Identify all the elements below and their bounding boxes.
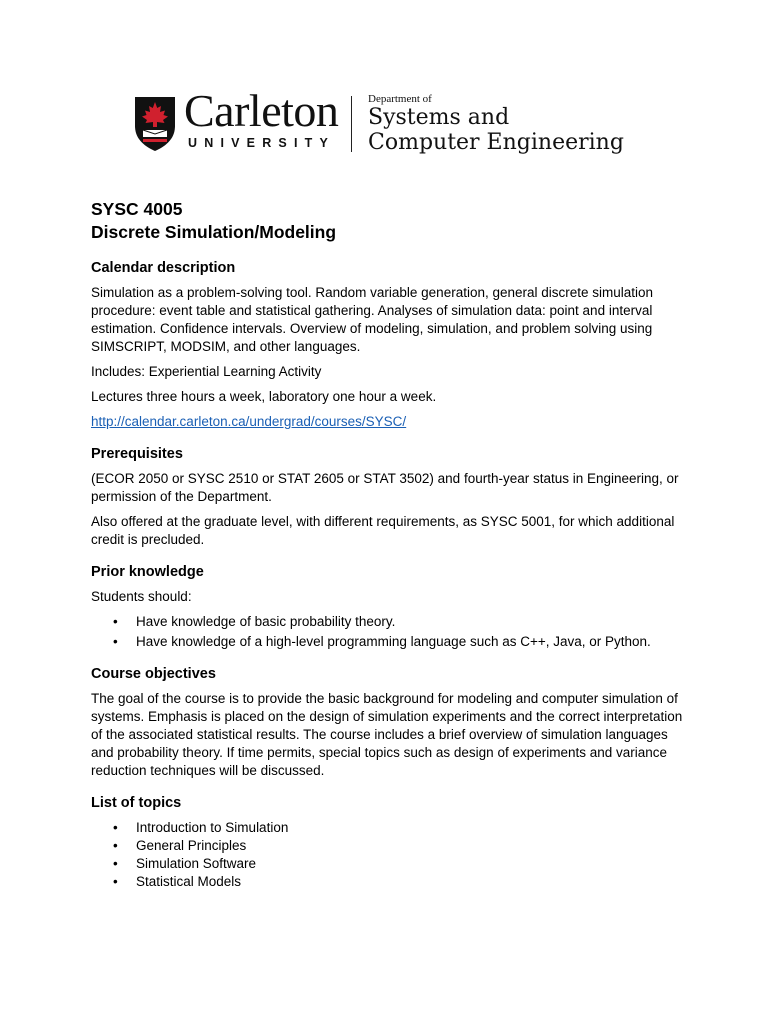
prior-knowledge-list [91, 613, 691, 651]
list-item: • Statistical Models [113, 874, 242, 889]
bullet-icon: • [113, 838, 118, 853]
prior-knowledge-intro: Students should: [91, 589, 192, 604]
list-item: • General Principles [113, 838, 247, 853]
list-item: • Introduction to Simulation [113, 820, 289, 835]
topics-list [91, 819, 691, 891]
experiential-learning-note: Includes: Experiential Learning Activity [91, 364, 322, 379]
topics-heading: List of topics [91, 795, 182, 811]
contact-hours: Lectures three hours a week, laboratory one hour a week. [91, 389, 437, 404]
prerequisites-text: (ECOR 2050 or SYSC 2510 or STAT 2605 or STAT 3502) and fourth-year status in Engineering, or permission of the Department. [91, 471, 679, 504]
course-outline [91, 198, 691, 905]
course-code: SYSC 4005 [91, 199, 183, 219]
objectives-text: The goal of the course is to provide the basic background for modeling and computer simulation of systems. Emphasis is placed on the design of simulation experiments and the correct interpretation of the associated statistical results. The course includes a brief overview of simulation languages and probability theory. If time permits, special topics such as design of experiments and variance reduction techniques will be discussed. [91, 691, 683, 778]
list-item: • Have knowledge of a high-level programming language such as C++, Java, or Python. [113, 634, 651, 649]
department-name-line-2: Computer Engineering [368, 130, 624, 155]
calendar-description: Simulation as a problem-solving tool. Random variable generation, general discrete simulation procedure: event table and statistical gathering. Analyses of simulation data: point and interval estimation. Confidence intervals. Overview of modeling, simulation, and problem solving using SIMSCRIPT, MODSIM, and other languages. [91, 285, 654, 354]
bullet-icon: • [113, 874, 118, 889]
department-logo [134, 85, 644, 158]
university-word: UNIVERSITY [188, 136, 336, 150]
calendar-section [91, 259, 691, 431]
objectives-heading: Course objectives [91, 666, 216, 682]
university-name: Carleton [184, 85, 339, 136]
logo-divider [351, 96, 352, 152]
bullet-icon: • [113, 820, 118, 835]
prior-knowledge-section [91, 563, 691, 651]
prerequisites-section [91, 445, 691, 549]
bullet-icon: • [113, 634, 118, 649]
department-prefix: Department of [368, 93, 432, 105]
objectives-section [91, 665, 691, 780]
prior-knowledge-heading: Prior knowledge [91, 564, 204, 580]
list-item: • Have knowledge of basic probability theory. [113, 614, 396, 629]
calendar-link[interactable]: http://calendar.carleton.ca/undergrad/courses/SYSC/ [91, 414, 407, 429]
graduate-offering-note: Also offered at the graduate level, with different requirements, as SYSC 5001, for which additional credit is precluded. [91, 514, 675, 547]
list-item: • Simulation Software [113, 856, 257, 871]
bullet-icon: • [113, 856, 118, 871]
course-title: Discrete Simulation/Modeling [91, 222, 337, 242]
prerequisites-heading: Prerequisites [91, 446, 183, 462]
calendar-heading: Calendar description [91, 260, 236, 276]
topics-section [91, 794, 691, 891]
carleton-shield-icon [134, 96, 176, 152]
bullet-icon: • [113, 614, 118, 629]
department-name-line-1: Systems and [368, 105, 510, 130]
